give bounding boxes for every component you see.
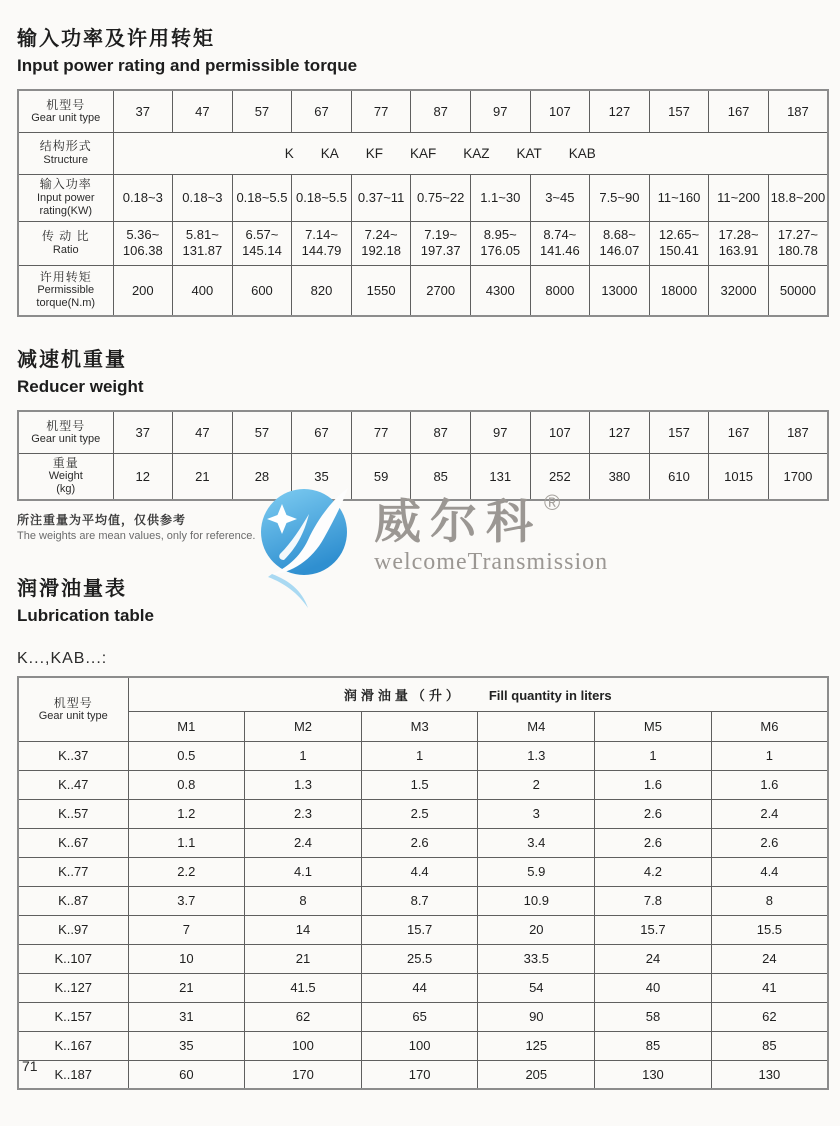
range-line: 7.19~ [424,226,458,242]
input-power-cell: 0.18~3 [113,174,173,221]
section-input-power [17,22,829,317]
lube-value-cell: 15.7 [361,915,478,944]
torque-cell: 13000 [590,265,650,316]
gear-type-cell: 127 [590,90,650,132]
section-reducer-weight [17,343,829,542]
lube-value-cell: 85 [595,1031,712,1060]
weight-note-en: The weights are mean values, only for reference. [17,530,256,542]
gear-type-cell: 77 [351,411,411,453]
table-row [18,973,828,1002]
lube-value-cell: 85 [711,1031,828,1060]
oil-grade-column-header: M2 [245,711,362,741]
section3-title-zh: 润滑油量表 [17,578,127,600]
gear-type-cell: 107 [530,90,590,132]
lube-model-cell: K..37 [18,741,128,770]
lube-value-cell: 100 [245,1031,362,1060]
ratio-cell [232,221,292,265]
gear-type-cell: 47 [173,90,233,132]
weight-cell: 1700 [768,453,828,500]
range-line: 146.07 [599,243,640,258]
table-row [18,770,828,799]
row-header-en: torque(N.m) [36,297,96,310]
range-line: 5.81~ [185,226,219,242]
lube-value-cell: 3 [478,799,595,828]
lube-model-cell: K..77 [18,857,128,886]
lube-value-cell: 2.5 [361,799,478,828]
weight-cell: 12 [113,453,173,500]
table-row [18,741,828,770]
lube-value-cell: 1 [245,741,362,770]
lube-value-cell: 2.6 [361,828,478,857]
table-row [18,799,828,828]
lube-value-cell: 62 [711,1002,828,1031]
ratio-cell [709,221,769,265]
input-power-cell: 0.18~5.5 [292,174,352,221]
lube-value-cell: 35 [128,1031,245,1060]
oil-grade-column-header: M6 [711,711,828,741]
weight-cell: 252 [530,453,590,500]
lube-value-cell: 40 [595,973,712,1002]
lube-value-cell: 170 [361,1060,478,1089]
lube-model-cell: K..187 [18,1060,128,1089]
row-header-zh: 传 动 比 [41,229,90,244]
range-line: 7.14~ [305,226,338,242]
table-row [18,265,828,316]
input-power-cell: 0.37~11 [351,174,411,221]
lube-value-cell: 7 [128,915,245,944]
brand-name-zh: 威尔科 [374,495,542,548]
lube-value-cell: 10 [128,944,245,973]
lube-value-cell: 2 [478,770,595,799]
torque-cell: 4300 [470,265,530,316]
range-line: 17.27~ [777,226,818,242]
oil-grade-column-header: M3 [361,711,478,741]
lube-value-cell: 130 [711,1060,828,1089]
gear-type-cell: 87 [411,90,471,132]
range-line: 8.95~ [483,226,517,242]
lube-value-cell: 10.9 [478,886,595,915]
fill-quantity-en: Fill quantity in liters [488,687,612,703]
weight-cell: 35 [292,453,352,500]
ratio-cell [113,221,173,265]
lube-model-cell: K..87 [18,886,128,915]
weight-cell: 85 [411,453,471,500]
oil-grade-column-header: M1 [128,711,245,741]
torque-cell: 2700 [411,265,471,316]
gear-type-cell: 37 [113,411,173,453]
lube-value-cell: 0.8 [128,770,245,799]
range-line: 131.87 [182,243,223,258]
lube-value-cell: 1 [711,741,828,770]
fill-quantity-header [128,677,828,711]
range-line: 145.14 [242,243,282,258]
row-header [18,174,113,221]
lube-value-cell: 25.5 [361,944,478,973]
lube-value-cell: 2.6 [595,828,712,857]
lube-value-cell: 4.4 [711,857,828,886]
range-line: 197.37 [420,243,461,258]
lube-value-cell: 8.7 [361,886,478,915]
table-row [18,453,828,500]
structure-code: KAT [516,145,542,161]
lube-value-cell: 2.4 [711,799,828,828]
lube-value-cell: 1.6 [711,770,828,799]
row-header [18,677,128,741]
row-header-zh: 输入功率 [39,177,92,192]
page-number: 71 [22,1058,38,1074]
torque-cell: 1550 [351,265,411,316]
weight-cell: 380 [590,453,650,500]
structure-code: KA [320,145,339,161]
table-row [18,221,828,265]
lube-value-cell: 125 [478,1031,595,1060]
table-row [18,915,828,944]
input-power-cell: 0.18~3 [173,174,233,221]
lube-value-cell: 8 [245,886,362,915]
table-row [18,1060,828,1089]
input-power-cell: 7.5~90 [590,174,650,221]
range-line: 144.79 [301,243,342,258]
input-power-torque-table [17,89,829,317]
lube-model-cell: K..57 [18,799,128,828]
gear-type-cell: 167 [709,90,769,132]
range-line: 8.68~ [602,226,636,242]
ratio-cell [649,221,709,265]
row-header-zh: 机型号 [53,695,93,710]
range-line: 5.36~ [126,226,160,242]
input-power-cell: 0.18~5.5 [232,174,292,221]
lube-value-cell: 33.5 [478,944,595,973]
row-header-en: Gear unit type [38,709,108,722]
gear-type-cell: 97 [470,90,530,132]
oil-grade-column-header: M4 [478,711,595,741]
gear-type-cell: 127 [590,411,650,453]
table-header-row [18,711,828,741]
structure-code: KF [365,145,383,161]
weight-note-zh: 所注重量为平均值，仅供参考 [17,513,187,527]
row-header-en: Gear unit type [31,111,101,124]
table-row [18,857,828,886]
row-header-en: Weight [48,470,83,483]
fill-quantity-zh: 润滑油量（升） [343,687,463,703]
torque-cell: 8000 [530,265,590,316]
lube-table-variant-label: K...,KAB...: [17,650,108,667]
row-header-en: Gear unit type [31,432,101,445]
range-line: 8.74~ [543,226,577,242]
ratio-cell [768,221,828,265]
lube-value-cell: 4.4 [361,857,478,886]
structure-cell [113,132,828,174]
gear-type-cell: 157 [649,90,709,132]
gear-type-cell: 37 [113,90,173,132]
torque-cell: 400 [173,265,233,316]
row-header-en: Structure [43,153,89,166]
gear-type-cell: 67 [292,411,352,453]
structure-code: K [284,145,294,161]
range-line: 6.57~ [245,226,279,242]
ratio-cell [470,221,530,265]
gear-type-cell: 107 [530,411,590,453]
gear-type-cell: 87 [411,411,471,453]
lube-value-cell: 3.4 [478,828,595,857]
lube-value-cell: 130 [595,1060,712,1089]
ratio-cell [173,221,233,265]
row-header [18,453,113,500]
weight-cell: 610 [649,453,709,500]
gear-type-cell: 157 [649,411,709,453]
input-power-cell: 3~45 [530,174,590,221]
weight-cell: 21 [173,453,233,500]
lube-value-cell: 100 [361,1031,478,1060]
lube-value-cell: 2.6 [595,799,712,828]
lube-value-cell: 8 [711,886,828,915]
weight-cell: 59 [351,453,411,500]
table-row [18,886,828,915]
lube-value-cell: 1.3 [245,770,362,799]
lube-value-cell: 205 [478,1060,595,1089]
gear-type-cell: 167 [709,411,769,453]
lube-value-cell: 2.3 [245,799,362,828]
lube-value-cell: 20 [478,915,595,944]
lube-value-cell: 62 [245,1002,362,1031]
lube-model-cell: K..127 [18,973,128,1002]
ratio-cell [530,221,590,265]
table-row [18,1002,828,1031]
row-header [18,265,113,316]
row-header-en: (kg) [56,483,76,496]
lube-value-cell: 1 [595,741,712,770]
lube-value-cell: 24 [711,944,828,973]
lubrication-table [17,676,829,1090]
lube-value-cell: 31 [128,1002,245,1031]
lube-value-cell: 24 [595,944,712,973]
input-power-cell: 0.75~22 [411,174,471,221]
lube-value-cell: 4.1 [245,857,362,886]
torque-cell: 600 [232,265,292,316]
range-line: 176.05 [480,243,521,258]
lube-value-cell: 44 [361,973,478,1002]
lube-value-cell: 41 [711,973,828,1002]
torque-cell: 32000 [709,265,769,316]
lube-value-cell: 7.8 [595,886,712,915]
lube-value-cell: 4.2 [595,857,712,886]
table-row [18,411,828,453]
gear-type-cell: 57 [232,411,292,453]
registered-trademark-icon: ® [544,490,561,515]
gear-type-cell: 67 [292,90,352,132]
lube-value-cell: 2.6 [711,828,828,857]
row-header [18,411,113,453]
row-header-zh: 机型号 [46,418,86,433]
lube-model-cell: K..107 [18,944,128,973]
lube-model-cell: K..67 [18,828,128,857]
gear-type-cell: 97 [470,411,530,453]
lube-value-cell: 58 [595,1002,712,1031]
gear-type-cell: 187 [768,411,828,453]
table-row [18,174,828,221]
input-power-cell: 11~200 [709,174,769,221]
lube-value-cell: 1.2 [128,799,245,828]
input-power-cell: 1.1~30 [470,174,530,221]
lube-value-cell: 1.1 [128,828,245,857]
torque-cell: 200 [113,265,173,316]
section-lubrication [17,572,829,1090]
lube-value-cell: 170 [245,1060,362,1089]
input-power-cell: 18.8~200 [768,174,828,221]
gear-type-cell: 57 [232,90,292,132]
row-header-en: rating(KW) [39,204,93,217]
lube-value-cell: 5.9 [478,857,595,886]
row-header-zh: 机型号 [46,97,86,112]
lube-value-cell: 2.4 [245,828,362,857]
table-header-row [18,677,828,711]
row-header-en: Permissible [37,284,95,297]
range-line: 150.41 [659,243,699,258]
lube-model-cell: K..97 [18,915,128,944]
brand-name-en: welcomeTransmission [374,549,609,575]
table-row [18,90,828,132]
range-line: 141.46 [539,243,580,258]
row-header [18,90,113,132]
lube-value-cell: 54 [478,973,595,1002]
row-header-zh: 结构形式 [39,139,92,154]
lube-value-cell: 41.5 [245,973,362,1002]
gear-type-cell: 187 [768,90,828,132]
input-power-cell: 11~160 [649,174,709,221]
torque-cell: 820 [292,265,352,316]
lube-value-cell: 15.7 [595,915,712,944]
lube-value-cell: 1 [361,741,478,770]
range-line: 17.28~ [718,226,759,242]
lube-value-cell: 65 [361,1002,478,1031]
section1-title-en: Input power rating and permissible torque [17,56,358,75]
lube-value-cell: 21 [128,973,245,1002]
lube-model-cell: K..167 [18,1031,128,1060]
row-header-zh: 许用转矩 [39,270,92,285]
table-row [18,828,828,857]
lube-value-cell: 21 [245,944,362,973]
range-line: 12.65~ [658,226,700,242]
ratio-cell [292,221,352,265]
structure-code: KAZ [463,145,490,161]
row-header [18,221,113,265]
lube-value-cell: 15.5 [711,915,828,944]
weight-cell: 1015 [709,453,769,500]
ratio-cell [351,221,411,265]
table-row [18,1031,828,1060]
lube-value-cell: 90 [478,1002,595,1031]
gear-type-cell: 47 [173,411,233,453]
range-line: 180.78 [778,243,818,258]
range-line: 7.24~ [364,226,398,242]
lube-model-cell: K..47 [18,770,128,799]
section1-title-zh: 输入功率及许用转矩 [17,28,215,50]
lube-value-cell: 3.7 [128,886,245,915]
section2-title-zh: 减速机重量 [17,349,127,371]
lube-value-cell: 1.6 [595,770,712,799]
structure-values [85,146,797,161]
torque-cell: 50000 [768,265,828,316]
structure-code: KAF [409,145,437,161]
ratio-cell [411,221,471,265]
structure-code: KAB [568,145,596,161]
lube-value-cell: 14 [245,915,362,944]
lube-model-cell: K..157 [18,1002,128,1031]
section2-title-en: Reducer weight [17,377,144,396]
table-row [18,132,828,174]
range-line: 192.18 [361,243,401,258]
lube-value-cell: 1.5 [361,770,478,799]
row-header-en: Input power [37,191,95,204]
torque-cell: 18000 [649,265,709,316]
lube-value-cell: 60 [128,1060,245,1089]
weight-cell: 131 [470,453,530,500]
row-header-en: Ratio [52,243,79,256]
section3-title-en: Lubrication table [17,606,154,625]
reducer-weight-table [17,410,829,501]
gear-type-cell: 77 [351,90,411,132]
row-header-zh: 重量 [52,456,79,471]
lube-value-cell: 0.5 [128,741,245,770]
weight-cell: 28 [232,453,292,500]
ratio-cell [590,221,650,265]
range-line: 106.38 [122,243,163,258]
table-row [18,944,828,973]
lube-value-cell: 1.3 [478,741,595,770]
range-line: 163.91 [718,243,759,258]
oil-grade-column-header: M5 [595,711,712,741]
lube-value-cell: 2.2 [128,857,245,886]
